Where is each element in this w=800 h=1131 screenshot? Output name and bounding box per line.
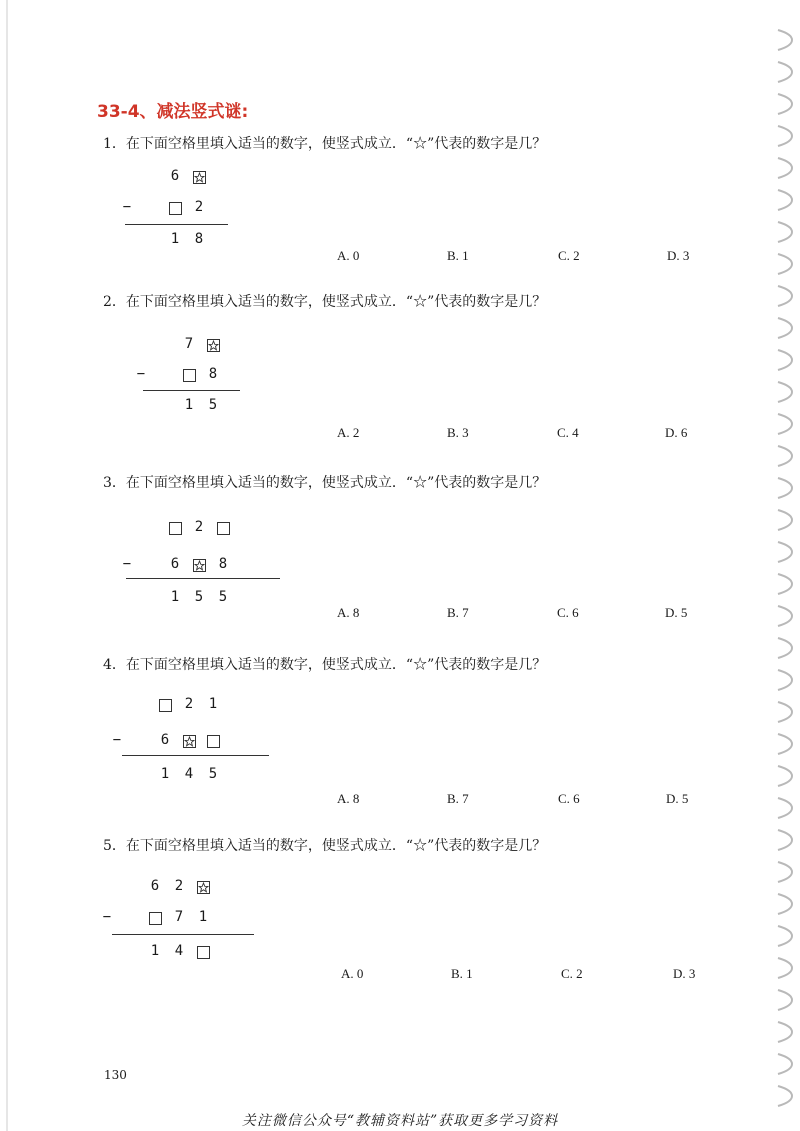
blank-digit-box[interactable] — [217, 522, 230, 535]
option-b[interactable]: B. 7 — [447, 605, 469, 620]
option-b[interactable]: B. 3 — [447, 425, 469, 440]
top-row — [145, 878, 265, 898]
option-b[interactable]: B. 1 — [447, 248, 469, 263]
blank-digit-box[interactable] — [207, 735, 220, 748]
minus-sign: − — [122, 199, 132, 215]
option-c[interactable]: C. 6 — [558, 791, 580, 806]
result-line — [125, 224, 228, 225]
star-icon — [208, 340, 219, 351]
result-row — [155, 766, 275, 786]
minus-sign: − — [112, 732, 122, 748]
spiral-binding — [770, 0, 800, 1131]
digit: 8 — [194, 231, 204, 247]
result-row — [145, 943, 265, 963]
digit: 5 — [194, 589, 204, 605]
digit: 4 — [184, 766, 194, 782]
digit: 1 — [170, 231, 180, 247]
question-text: 3．在下面空格里填入适当的数字，使竖式成立．“☆”代表的数字是几？ — [103, 475, 547, 491]
digit: 2 — [184, 696, 194, 712]
digit: 5 — [218, 589, 228, 605]
minus-sign: − — [136, 366, 146, 382]
digit: 6 — [150, 878, 160, 894]
option-d[interactable]: D. 5 — [665, 605, 688, 620]
option-b[interactable]: B. 7 — [447, 791, 469, 806]
digit: 1 — [150, 943, 160, 959]
result-line — [143, 390, 240, 391]
digit: 2 — [194, 199, 204, 215]
option-d[interactable]: D. 3 — [673, 966, 696, 981]
digit: 2 — [194, 519, 204, 535]
bottom-row — [107, 732, 227, 752]
bottom-row — [117, 199, 237, 219]
page-edge — [6, 0, 8, 1131]
option-c[interactable]: C. 2 — [561, 966, 583, 981]
digit: 1 — [208, 696, 218, 712]
digit: 7 — [174, 909, 184, 925]
option-d[interactable]: D. 6 — [665, 425, 688, 440]
blank-digit-box[interactable] — [149, 912, 162, 925]
result-row — [179, 397, 299, 417]
option-c[interactable]: C. 4 — [557, 425, 579, 440]
bottom-row — [117, 556, 237, 576]
blank-digit-box[interactable] — [169, 522, 182, 535]
option-c[interactable]: C. 6 — [557, 605, 579, 620]
top-row — [179, 336, 299, 356]
option-d[interactable]: D. 3 — [667, 248, 690, 263]
question-text: 5．在下面空格里填入适当的数字，使竖式成立．“☆”代表的数字是几？ — [103, 838, 547, 854]
blank-digit-box[interactable] — [169, 202, 182, 215]
digit: 8 — [218, 556, 228, 572]
digit: 5 — [208, 766, 218, 782]
result-row — [165, 231, 285, 251]
option-c[interactable]: C. 2 — [558, 248, 580, 263]
digit: 7 — [184, 336, 194, 352]
option-a[interactable]: A. 2 — [337, 425, 360, 440]
digit: 2 — [174, 878, 184, 894]
digit: 8 — [208, 366, 218, 382]
digit: 6 — [170, 168, 180, 184]
question-text: 4．在下面空格里填入适当的数字，使竖式成立．“☆”代表的数字是几？ — [103, 657, 547, 673]
section-title: 33-4、减法竖式谜: — [97, 102, 249, 122]
minus-sign: − — [102, 909, 112, 925]
digit: 6 — [160, 732, 170, 748]
star-digit-box — [207, 339, 220, 352]
question-text: 2．在下面空格里填入适当的数字，使竖式成立．“☆”代表的数字是几？ — [103, 294, 547, 310]
bottom-row — [131, 366, 251, 386]
star-digit-box — [193, 559, 206, 572]
digit: 4 — [174, 943, 184, 959]
option-a[interactable]: A. 8 — [337, 791, 360, 806]
bottom-row — [97, 909, 217, 929]
digit: 1 — [160, 766, 170, 782]
result-line — [126, 578, 280, 579]
star-icon — [198, 882, 209, 893]
star-digit-box — [197, 881, 210, 894]
top-row — [165, 519, 285, 539]
result-row — [165, 589, 285, 609]
option-a[interactable]: A. 0 — [337, 248, 360, 263]
blank-digit-box[interactable] — [183, 369, 196, 382]
option-a[interactable]: A. 0 — [341, 966, 364, 981]
star-icon — [194, 172, 205, 183]
star-icon — [194, 560, 205, 571]
star-icon — [184, 736, 195, 747]
digit: 1 — [170, 589, 180, 605]
footer-note: 关注微信公众号“教辅资料站”获取更多学习资料 — [241, 1113, 559, 1129]
top-row — [155, 696, 275, 716]
option-a[interactable]: A. 8 — [337, 605, 360, 620]
question-text: 1．在下面空格里填入适当的数字，使竖式成立．“☆”代表的数字是几？ — [103, 136, 547, 152]
minus-sign: − — [122, 556, 132, 572]
result-line — [112, 934, 254, 935]
digit: 6 — [170, 556, 180, 572]
blank-digit-box[interactable] — [159, 699, 172, 712]
option-d[interactable]: D. 5 — [666, 791, 689, 806]
digit: 1 — [198, 909, 208, 925]
top-row — [165, 168, 285, 188]
option-b[interactable]: B. 1 — [451, 966, 473, 981]
page-number: 130 — [104, 1068, 127, 1082]
star-digit-box — [183, 735, 196, 748]
result-line — [122, 755, 269, 756]
digit: 5 — [208, 397, 218, 413]
blank-digit-box[interactable] — [197, 946, 210, 959]
digit: 1 — [184, 397, 194, 413]
star-digit-box — [193, 171, 206, 184]
